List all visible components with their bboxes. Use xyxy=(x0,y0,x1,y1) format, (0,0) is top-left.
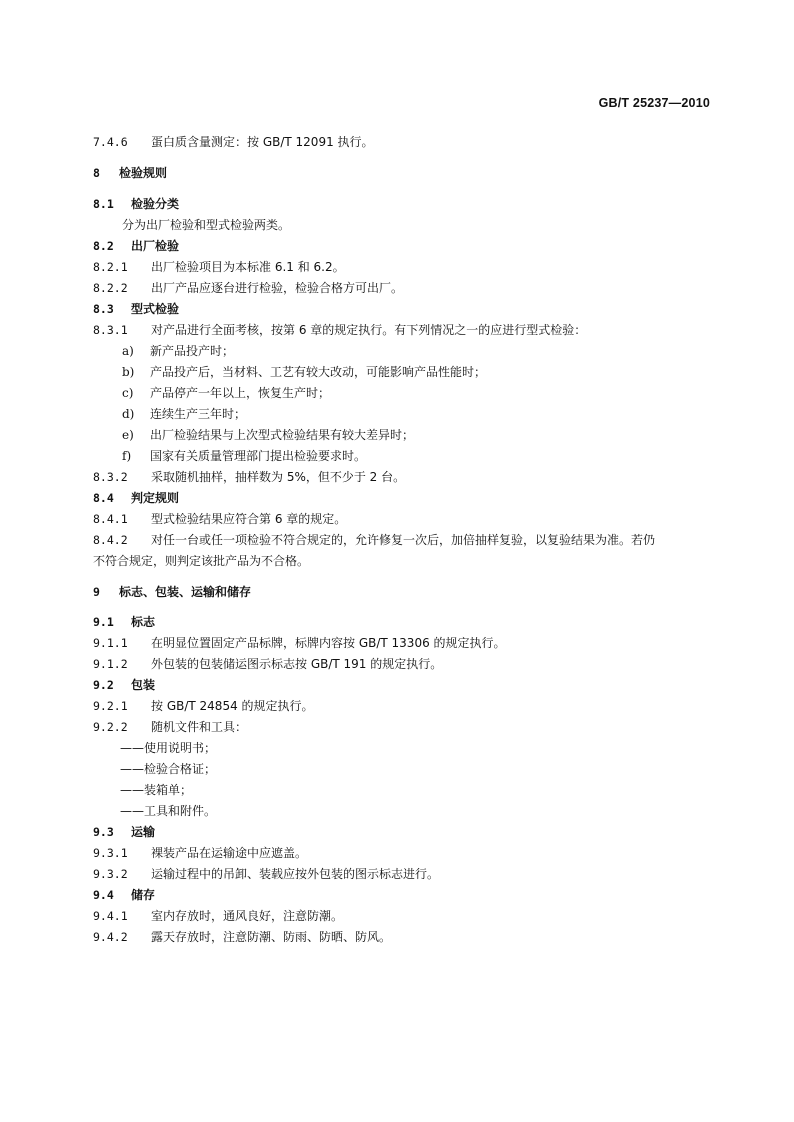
dash-item-tools xyxy=(120,803,216,819)
clause-number: 9.3.2 xyxy=(93,867,128,881)
clause-text: 对产品进行全面考核，按第 6 章的规定执行。有下列情况之一的应进行型式检验： xyxy=(151,323,587,337)
list-letter: b) xyxy=(122,365,135,379)
clause-number: 7.4.6 xyxy=(93,135,128,149)
list-item-e xyxy=(122,427,414,443)
clause-number: 9.3.1 xyxy=(93,846,128,860)
section-9-heading xyxy=(93,584,251,600)
clause-9-4-1 xyxy=(93,908,343,924)
clause-text: 裸装产品在运输途中应遮盖。 xyxy=(151,846,308,860)
clause-number: 8.3.2 xyxy=(93,470,128,484)
list-item-a xyxy=(122,343,234,359)
section-9-2-heading xyxy=(93,677,155,693)
section-8-3-heading xyxy=(93,301,179,317)
section-title: 标志 xyxy=(131,615,156,629)
section-title: 包装 xyxy=(131,678,156,692)
section-number: 9 xyxy=(93,585,100,599)
section-number: 8.3 xyxy=(93,302,114,316)
dash-text: ——装箱单； xyxy=(120,783,193,797)
clause-text: 在明显位置固定产品标牌，标牌内容按 GB/T 13306 的规定执行。 xyxy=(151,636,506,650)
list-text: 新产品投产时； xyxy=(150,344,235,358)
section-8-2-heading xyxy=(93,238,179,254)
section-title: 标志、包装、运输和储存 xyxy=(119,585,252,599)
clause-text: 出厂检验项目为本标准 6.1 和 6.2。 xyxy=(151,260,345,274)
clause-number: 8.2.1 xyxy=(93,260,128,274)
list-text: 国家有关质量管理部门提出检验要求时。 xyxy=(150,449,367,463)
clause-number: 9.4.2 xyxy=(93,930,128,944)
clause-9-3-1 xyxy=(93,845,307,861)
section-number: 8.1 xyxy=(93,197,114,211)
clause-number: 9.2.2 xyxy=(93,720,128,734)
clause-7-4-6 xyxy=(93,134,374,150)
clause-number: 9.1.1 xyxy=(93,636,128,650)
section-number: 8.4 xyxy=(93,491,114,505)
clause-text: 出厂产品应逐台进行检验，检验合格方可出厂。 xyxy=(151,281,404,295)
section-number: 9.1 xyxy=(93,615,114,629)
clause-text: 蛋白质含量测定：按 GB/T 12091 执行。 xyxy=(151,135,374,149)
list-text: 产品投产后，当材料、工艺有较大改动，可能影响产品性能时； xyxy=(150,365,487,379)
dash-item-manual xyxy=(120,740,216,756)
section-9-4-heading xyxy=(93,887,155,903)
section-number: 8.2 xyxy=(93,239,114,253)
dash-item-packing-list xyxy=(120,782,192,798)
list-text: 产品停产一年以上，恢复生产时； xyxy=(150,386,331,400)
clause-number: 8.4.1 xyxy=(93,512,128,526)
clause-9-1-2 xyxy=(93,656,442,672)
clause-8-2-2 xyxy=(93,280,403,296)
clause-number: 8.4.2 xyxy=(93,533,128,547)
list-text: 连续生产三年时； xyxy=(150,407,247,421)
dash-text: ——工具和附件。 xyxy=(120,804,217,818)
paragraph-8-1 xyxy=(122,217,290,233)
clause-8-4-2-continued xyxy=(93,553,309,569)
clause-text: 型式检验结果应符合第 6 章的规定。 xyxy=(151,512,347,526)
clause-8-4-2 xyxy=(93,532,655,548)
section-title: 出厂检验 xyxy=(131,239,180,253)
section-title: 检验分类 xyxy=(131,197,180,211)
clause-text: 运输过程中的吊卸、装载应按外包装的图示标志进行。 xyxy=(151,867,440,881)
section-title: 运输 xyxy=(131,825,156,839)
paragraph-text: 分为出厂检验和型式检验两类。 xyxy=(122,218,291,232)
clause-9-2-2 xyxy=(93,719,247,735)
section-title: 检验规则 xyxy=(119,166,168,180)
clause-text: 外包装的包装储运图示标志按 GB/T 191 的规定执行。 xyxy=(151,657,443,671)
section-8-4-heading xyxy=(93,490,179,506)
clause-number: 9.2.1 xyxy=(93,699,128,713)
section-number: 9.4 xyxy=(93,888,114,902)
section-8-1-heading xyxy=(93,196,179,212)
clause-text: 露天存放时，注意防潮、防雨、防晒、防风。 xyxy=(151,930,392,944)
clause-9-3-2 xyxy=(93,866,439,882)
clause-number: 9.4.1 xyxy=(93,909,128,923)
clause-number: 8.2.2 xyxy=(93,281,128,295)
section-9-3-heading xyxy=(93,824,155,840)
section-number: 9.2 xyxy=(93,678,114,692)
clause-9-1-1 xyxy=(93,635,506,651)
dash-text: ——检验合格证； xyxy=(120,762,217,776)
clause-9-2-1 xyxy=(93,698,314,714)
list-text: 出厂检验结果与上次型式检验结果有较大差异时； xyxy=(150,428,415,442)
clause-text: 随机文件和工具： xyxy=(151,720,248,734)
clause-text: 室内存放时，通风良好，注意防潮。 xyxy=(151,909,344,923)
clause-text: 按 GB/T 24854 的规定执行。 xyxy=(151,699,314,713)
clause-8-2-1 xyxy=(93,259,345,275)
list-letter: f) xyxy=(122,449,132,463)
list-letter: d) xyxy=(122,407,135,421)
clause-text: 不符合规定，则判定该批产品为不合格。 xyxy=(93,554,310,568)
clause-text: 对任一台或任一项检验不符合规定的，允许修复一次后，加倍抽样复验，以复验结果为准。若仍 xyxy=(151,533,656,547)
section-title: 型式检验 xyxy=(131,302,180,316)
list-item-d xyxy=(122,406,246,422)
clause-text: 采取随机抽样，抽样数为 5%，但不少于 2 台。 xyxy=(151,470,406,484)
clause-8-4-1 xyxy=(93,511,346,527)
clause-number: 8.3.1 xyxy=(93,323,128,337)
section-title: 判定规则 xyxy=(131,491,180,505)
clause-8-3-2 xyxy=(93,469,405,485)
section-number: 8 xyxy=(93,166,100,180)
clause-8-3-1 xyxy=(93,322,586,338)
dash-item-certificate xyxy=(120,761,216,777)
section-number: 9.3 xyxy=(93,825,114,839)
list-item-c xyxy=(122,385,330,401)
list-item-b xyxy=(122,364,486,380)
section-8-heading xyxy=(93,165,167,181)
list-letter: a) xyxy=(122,344,134,358)
dash-text: ——使用说明书； xyxy=(120,741,217,755)
section-title: 储存 xyxy=(131,888,156,902)
clause-9-4-2 xyxy=(93,929,391,945)
list-letter: c) xyxy=(122,386,134,400)
clause-number: 9.1.2 xyxy=(93,657,128,671)
standard-number: GB/T 25237—2010 xyxy=(598,96,710,110)
list-letter: e) xyxy=(122,428,134,442)
list-item-f xyxy=(122,448,366,464)
section-9-1-heading xyxy=(93,614,155,630)
